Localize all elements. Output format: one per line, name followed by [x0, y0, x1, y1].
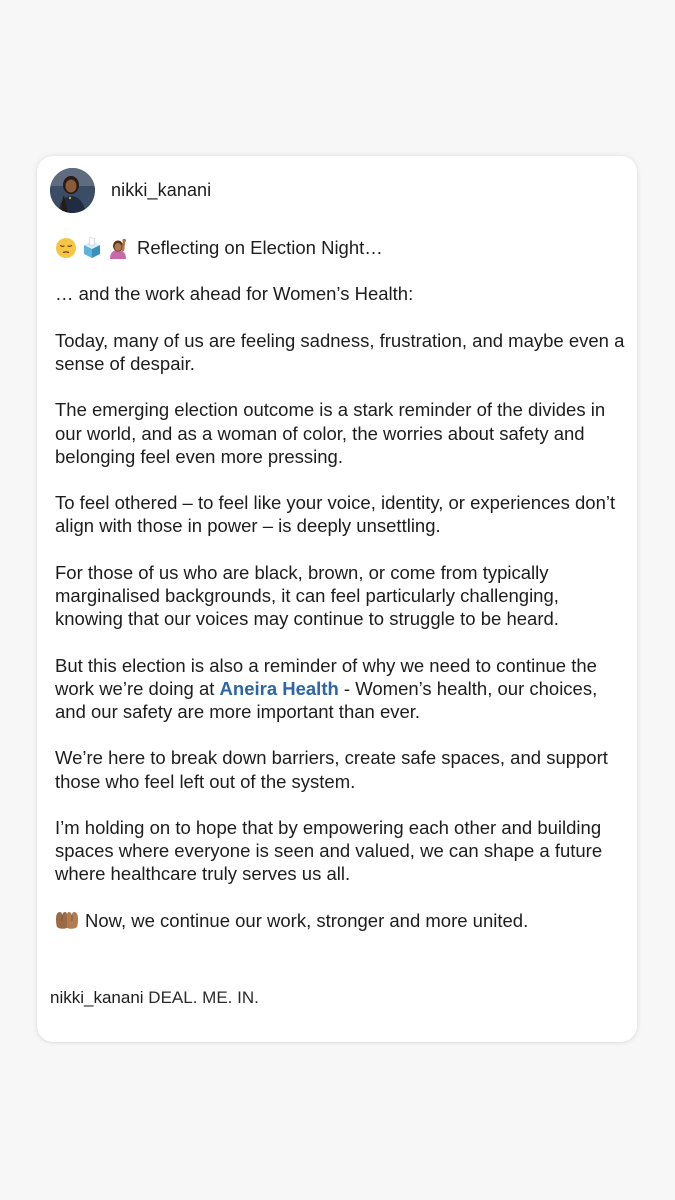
post-header	[50, 168, 211, 213]
post-username[interactable]: nikki_kanani	[111, 180, 212, 200]
post-body	[55, 236, 625, 955]
post-title: Reflecting on Election Night…	[137, 237, 383, 258]
post-closing-row	[55, 909, 625, 932]
avatar[interactable]	[50, 168, 95, 213]
post-closing-text: Now, we continue our work, stronger and more united.	[85, 909, 529, 931]
ballot-box-icon	[81, 237, 103, 259]
caption-text: DEAL. ME. IN.	[148, 988, 259, 1007]
post-caption	[50, 988, 259, 1008]
post-paragraph-3: The emerging election outcome is a stark reminder of the divides in our world, and as a woman of color, the worries about safety and belonging feel even more pressing.	[55, 399, 606, 467]
post-paragraph-election	[55, 654, 625, 724]
pensive-face-icon	[55, 237, 77, 259]
person-raising-hand-icon	[107, 237, 129, 259]
palms-up-together-icon	[55, 909, 77, 931]
post-card	[37, 156, 637, 1042]
post-paragraph-5: For those of us who are black, brown, or come from typically marginalised backgrounds, it can feel particularly challenging, knowing that our voices may continue to struggle to be heard.	[55, 561, 559, 630]
post-paragraph-1: … and the work ahead for Women’s Health:	[55, 283, 414, 305]
caption-username[interactable]: nikki_kanani	[50, 988, 144, 1007]
aneira-health-link[interactable]: Aneira Health	[219, 677, 339, 699]
post-paragraph-2: Today, many of us are feeling sadness, frustration, and maybe even a sense of despair.	[55, 329, 625, 374]
election-text-before: But this election is also a reminder of why we need to continue the work we’re doing at	[55, 654, 597, 699]
post-paragraph-4: To feel othered – to feel like your voice, identity, or experiences don’t align with those in power – is deeply unsettling.	[55, 492, 616, 537]
post-title-row	[55, 236, 625, 259]
post-paragraph-8: I’m holding on to hope that by empowering each other and building spaces where everyone is seen and valued, we can shape a future where healthcare truly serves us all.	[55, 816, 603, 885]
post-paragraph-7: We’re here to break down barriers, create safe spaces, and support those who feel left out of the system.	[55, 747, 608, 792]
election-text-after: - Women’s health, our choices, and our safety are more important than ever.	[55, 677, 598, 722]
